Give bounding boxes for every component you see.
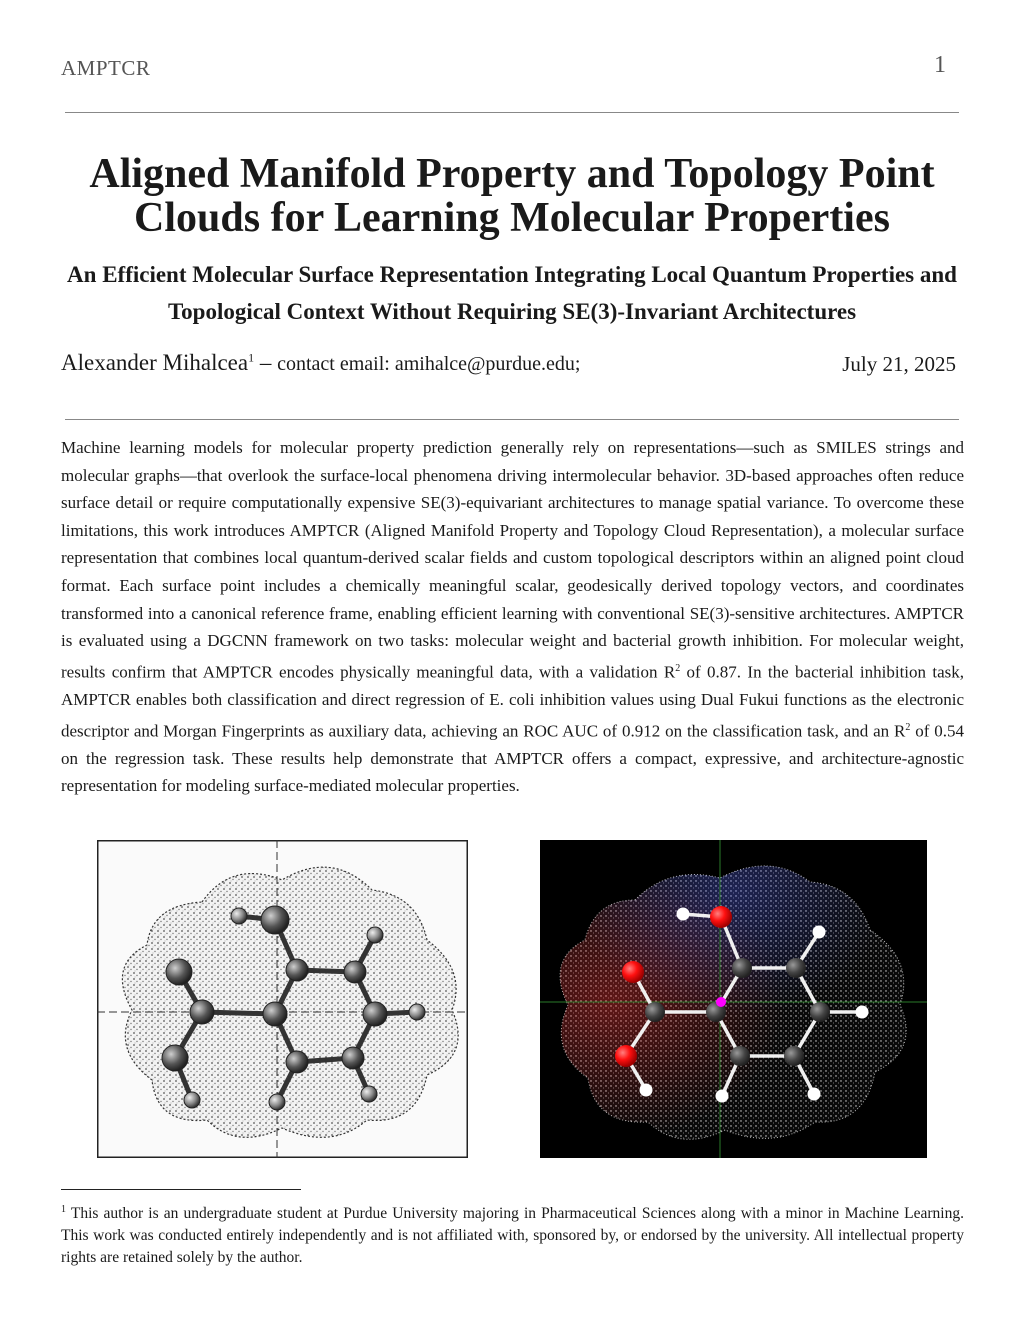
author-footnote-mark[interactable]: 1 [248,350,255,365]
author-separator: – [254,350,278,375]
page-number: 1 [934,52,946,78]
sketch-molecule-illustration [97,840,468,1158]
footnote [61,1199,964,1269]
abstract-part-2: of 0.87. In the bacterial inhibition task, AMPTCR enables both classification and direct regression of E. coli inhibition values using Dual Fukui functions as the electronic descriptor and Morgan Fingerprints as auxiliary data, achieving an ROC AUC of 0.912 on the classification task, and an R [61,662,964,741]
title-rule [65,419,959,420]
author-line [61,350,961,376]
abstract-superscript-1: 2 [675,662,681,674]
contact-email[interactable]: contact email: amihalce@purdue.edu; [277,353,581,375]
abstract-superscript-2: 2 [905,721,911,733]
abstract [61,434,964,800]
footnote-mark: 1 [61,1204,66,1215]
header-rule [65,112,959,113]
paper-subtitle: An Efficient Molecular Surface Representation Integrating Local Quantum Properties and Topological Context Without Requiring SE(3)-Invariant Architectures [67,262,957,324]
publication-date: July 21, 2025 [842,352,956,376]
figure-sketch-molecule [97,840,468,1158]
running-head: AMPTCR [61,56,151,80]
point-cloud-molecule-illustration [540,840,927,1158]
abstract-part-3: of 0.54 on the regression task. These results help demonstrate that AMPTCR offers a compact, expressive, and architecture-agnostic representation for modeling surface-mediated molecular properties. [61,721,964,796]
figure-point-cloud-molecule [540,840,927,1158]
abstract-part-1: Machine learning models for molecular property prediction generally rely on representations—such as SMILES strings and molecular graphs—that overlook the surface-local phenomena driving intermolecular behavior. 3D-based approaches often reduce surface detail or require computationally expensive SE(3)-equivariant architectures to manage spatial variance. To overcome these limitations, this work introduces AMPTCR (Aligned Manifold Property and Topology Cloud Representation), a molecular surface representation that combines local quantum-derived scalar fields and custom topological descriptors within an aligned point cloud format. Each surface point includes a chemically meaningful scalar, geodesically derived topology vectors, and coordinates transformed into a canonical reference frame, enabling efficient learning with conventional SE(3)-sensitive architectures. AMPTCR is evaluated using a DGCNN framework on two tasks: molecular weight and bacterial growth inhibition. For molecular weight, results confirm that AMPTCR encodes physically meaningful data, with a validation R [61,438,964,682]
author-name: Alexander Mihalcea [61,350,249,375]
footnote-rule [61,1189,301,1190]
paper-title: Aligned Manifold Property and Topology Point Clouds for Learning Molecular Properties [89,151,935,241]
footnote-text: This author is an undergraduate student at Purdue University majoring in Pharmaceutical Sciences along with a minor in Machine Learning. This work was conducted entirely independently and is not affiliated with, sponsored by, or endorsed by the university. All intellectual property rights are retained solely by the author. [61,1205,964,1267]
